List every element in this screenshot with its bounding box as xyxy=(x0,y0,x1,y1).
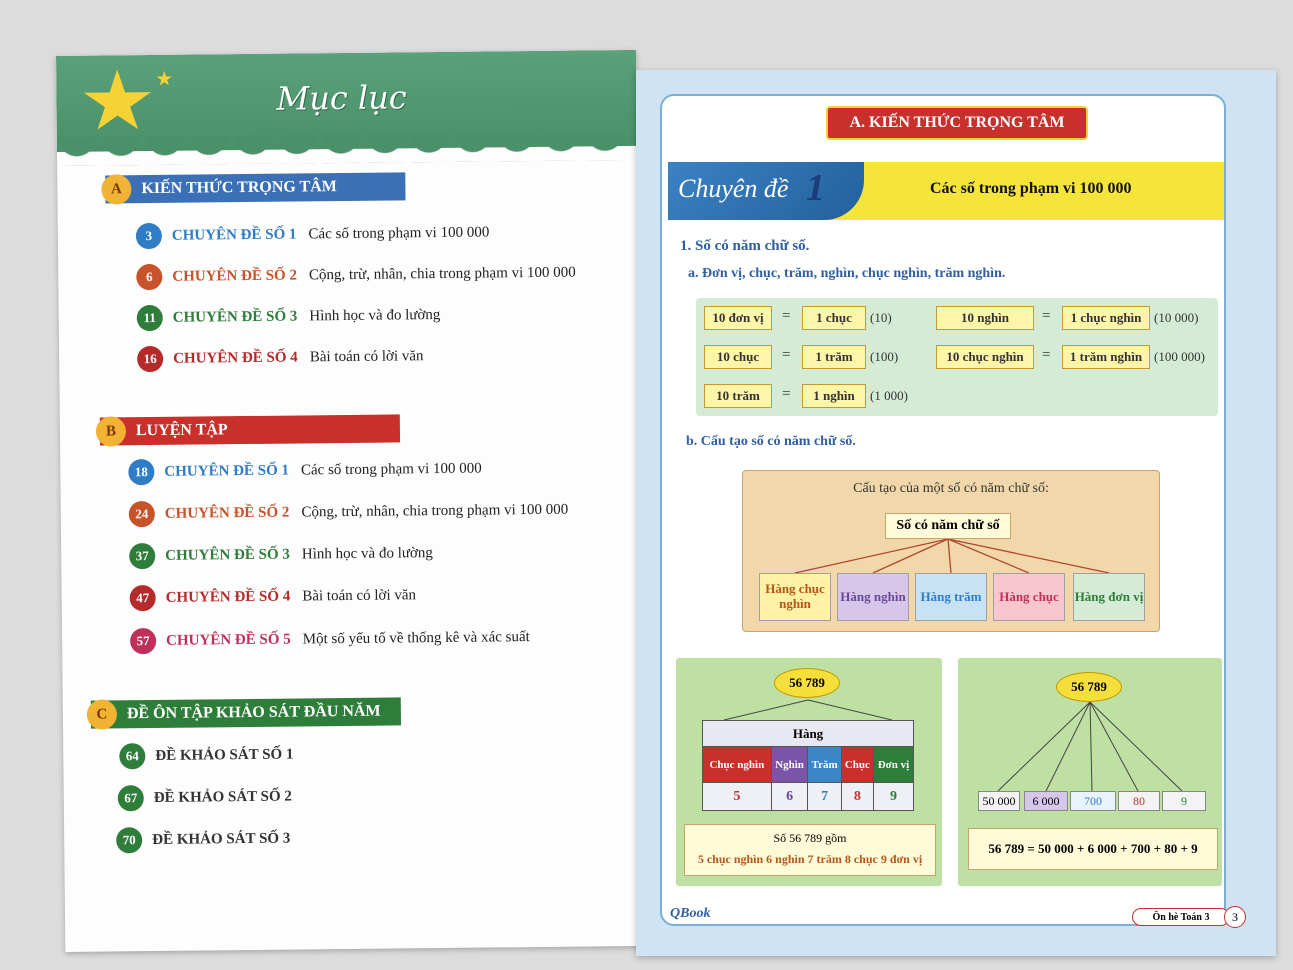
page-number-badge: 70 xyxy=(116,827,142,853)
place-box: Hàng chục xyxy=(993,573,1065,621)
page-number-badge: 16 xyxy=(137,346,163,372)
chuyende-number: 1 xyxy=(806,167,825,209)
unit-box: 10 chục xyxy=(704,345,772,369)
section-c-header xyxy=(91,697,401,728)
summary-line-1: Số 56 789 gồm xyxy=(773,831,847,845)
toc-row[interactable] xyxy=(130,624,530,654)
unit-box: 10 đơn vị xyxy=(704,306,772,330)
digit-cell: 9 xyxy=(873,783,913,811)
unit-box: 10 chục nghìn xyxy=(936,345,1034,369)
chapter-label: CHUYÊN ĐỀ SỐ 2 xyxy=(172,266,297,285)
section-a-label: KIẾN THỨC TRỌNG TÂM xyxy=(141,178,337,198)
hang-header: Hàng xyxy=(703,721,914,747)
unit-value: (100) xyxy=(870,349,899,364)
value-box: 80 xyxy=(1118,791,1160,811)
page-number-badge: 11 xyxy=(137,305,163,331)
chapter-desc: Một số yếu tố về thống kê và xác suất xyxy=(302,628,530,647)
digit-cell: 5 xyxy=(703,783,772,811)
chuyende-word: Chuyên đề xyxy=(678,174,789,203)
chapter-label: CHUYÊN ĐỀ SỐ 4 xyxy=(173,348,298,367)
right-page xyxy=(636,70,1276,956)
toc-row[interactable] xyxy=(136,219,490,249)
heading-1: 1. Số có năm chữ số. xyxy=(680,238,810,254)
structure-diagram xyxy=(742,470,1160,632)
column-header: Trăm xyxy=(808,747,841,783)
equals-sign: = xyxy=(1042,308,1051,324)
toc-title: Mục lục xyxy=(276,78,407,118)
toc-row[interactable] xyxy=(118,783,304,811)
number-oval: 56 789 xyxy=(774,668,840,698)
unit-value: (10 000) xyxy=(1154,310,1199,325)
left-page xyxy=(56,50,645,952)
toc-header xyxy=(56,50,637,152)
chapter-desc: Các số trong phạm vi 100 000 xyxy=(308,223,490,242)
chapter-label: CHUYÊN ĐỀ SỐ 2 xyxy=(164,504,290,522)
chapter-label: CHUYÊN ĐỀ SỐ 1 xyxy=(171,225,297,244)
structure-caption: Cấu tạo của một số có năm chữ số: xyxy=(853,481,1049,496)
small-star-icon xyxy=(156,71,172,87)
chapter-desc: Cộng, trừ, nhân, chia trong phạm vi 100 000 xyxy=(301,501,569,520)
page-number-badge: 67 xyxy=(118,785,144,811)
chapter-desc: Hình học và đo lường xyxy=(309,306,441,324)
section-a-badge: A xyxy=(101,174,131,204)
toc-row[interactable] xyxy=(136,260,576,291)
page-number-badge: 64 xyxy=(119,743,145,769)
page-number-badge: 3 xyxy=(136,223,162,249)
place-box: Hàng chục nghìn xyxy=(759,573,831,621)
value-box: 9 xyxy=(1162,791,1206,811)
value-box: 6 000 xyxy=(1024,791,1068,811)
chapter-label: ĐỀ KHẢO SÁT SỐ 3 xyxy=(152,830,291,848)
unit-value: (10) xyxy=(870,310,892,325)
column-header: Chục nghìn xyxy=(703,747,772,783)
heading-a: a. Đơn vị, chục, trăm, nghìn, chục nghìn, trăm nghìn. xyxy=(688,266,1006,281)
toc-row[interactable] xyxy=(119,741,305,769)
equals-sign: = xyxy=(782,386,791,402)
place-box: Hàng nghìn xyxy=(837,573,909,621)
unit-box: 10 trăm xyxy=(704,384,772,408)
chapter-label: ĐỀ KHẢO SÁT SỐ 2 xyxy=(153,788,292,806)
place-box: Hàng đơn vị xyxy=(1073,573,1145,621)
digit-cell: 8 xyxy=(841,783,873,811)
summary-box xyxy=(684,824,936,876)
section-a-header xyxy=(105,172,405,203)
number-oval: 56 789 xyxy=(1056,672,1122,702)
chapter-desc: Cộng, trừ, nhân, chia trong phạm vi 100 000 xyxy=(308,264,576,283)
toc-row[interactable] xyxy=(116,825,302,853)
chapter-label: CHUYÊN ĐỀ SỐ 4 xyxy=(165,588,291,606)
value-box: 50 000 xyxy=(978,791,1020,811)
column-header: Nghìn xyxy=(771,747,808,783)
chapter-desc: Hình học và đo lường xyxy=(301,544,433,562)
chapter-label: CHUYÊN ĐỀ SỐ 3 xyxy=(172,307,298,326)
unit-value: (1 000) xyxy=(870,388,908,403)
chapter-label: ĐỀ KHẢO SÁT SỐ 1 xyxy=(155,746,294,764)
section-b-label: LUYỆN TẬP xyxy=(135,421,228,440)
unit-box: 1 chục nghìn xyxy=(1062,306,1150,330)
unit-box: 10 nghìn xyxy=(936,306,1034,330)
section-c-badge: C xyxy=(87,699,117,729)
chapter-desc: Các số trong phạm vi 100 000 xyxy=(300,460,482,478)
toc-row[interactable] xyxy=(137,302,441,331)
column-header: Chục xyxy=(841,747,873,783)
unit-value: (100 000) xyxy=(1154,349,1205,364)
page-number-badge: 37 xyxy=(129,543,155,569)
toc-row[interactable] xyxy=(129,540,433,569)
equals-sign: = xyxy=(782,347,791,363)
expanded-form-panel xyxy=(958,658,1222,886)
column-header: Đơn vị xyxy=(873,747,913,783)
equation-box: 56 789 = 50 000 + 6 000 + 700 + 80 + 9 xyxy=(968,828,1218,870)
page-number-badge: 57 xyxy=(130,628,156,654)
chuyende-label-bg xyxy=(668,162,864,220)
place-value-panel xyxy=(676,658,942,886)
page-number-badge: 24 xyxy=(129,501,155,527)
section-b-badge: B xyxy=(96,416,126,446)
page-number: 3 xyxy=(1224,906,1246,928)
toc-row[interactable] xyxy=(137,343,424,372)
digit-cell: 7 xyxy=(808,783,841,811)
equals-sign: = xyxy=(1042,347,1051,363)
units-table xyxy=(696,298,1218,416)
toc-row[interactable] xyxy=(129,497,569,528)
heading-b: b. Cấu tạo số có năm chữ số. xyxy=(686,434,856,449)
chapter-label: CHUYÊN ĐỀ SỐ 1 xyxy=(164,462,290,480)
toc-row[interactable] xyxy=(130,582,417,611)
chapter-label: CHUYÊN ĐỀ SỐ 5 xyxy=(166,631,291,649)
chuyende-title: Các số trong phạm vi 100 000 xyxy=(930,180,1132,197)
place-value-table xyxy=(702,720,914,811)
publisher-logo: QBook xyxy=(670,906,711,921)
page-number-badge: 47 xyxy=(130,585,156,611)
digit-cell: 6 xyxy=(771,783,808,811)
structure-root: Số có năm chữ số xyxy=(885,513,1011,539)
book-tag: Ôn hè Toán 3 xyxy=(1132,908,1230,926)
unit-box: 1 nghìn xyxy=(802,384,866,408)
equals-sign: = xyxy=(782,308,791,324)
section-b-header xyxy=(100,414,400,445)
page-number-badge: 6 xyxy=(136,264,162,290)
summary-line-2: 5 chục nghìn 6 nghìn 7 trăm 8 chục 9 đơn vị xyxy=(697,852,923,866)
unit-box: 1 trăm nghìn xyxy=(1062,345,1150,369)
value-box: 700 xyxy=(1070,791,1116,811)
unit-box: 1 chục xyxy=(802,306,866,330)
chuyende-banner xyxy=(668,162,1224,220)
section-a-title: A. KIẾN THỨC TRỌNG TÂM xyxy=(826,106,1088,140)
toc-row[interactable] xyxy=(128,456,482,486)
chapter-label: CHUYÊN ĐỀ SỐ 3 xyxy=(165,546,290,564)
chapter-desc: Bài toán có lời văn xyxy=(309,347,424,365)
place-box: Hàng trăm xyxy=(915,573,987,621)
chapter-desc: Bài toán có lời văn xyxy=(302,586,417,604)
section-c-label: ĐỀ ÔN TẬP KHẢO SÁT ĐẦU NĂM xyxy=(126,702,381,723)
star-icon xyxy=(82,69,153,136)
page-number-badge: 18 xyxy=(128,459,154,485)
unit-box: 1 trăm xyxy=(802,345,866,369)
